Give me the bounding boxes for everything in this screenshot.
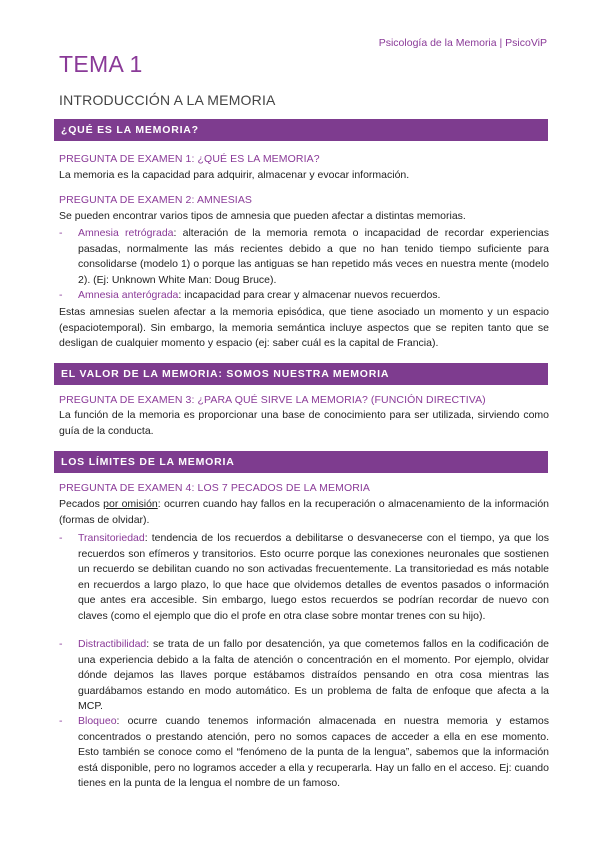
paragraph: La memoria es la capacidad para adquirir, almacenar y evocar información.	[59, 169, 410, 181]
term-definition: : incapacidad para crear y almacenar nuevos recuerdos.	[178, 289, 441, 301]
term-definition: : ocurre cuando tenemos información almacenada en nuestra memoria y estamos concentrados o prestando atención, pero no somos capaces de acceder a ella en ese momento. Esto también se conoce como el “fenómeno de la punta de la lengua”, sabemos que la información está disponible, pero no logramos acceder a ella y recuperarla. Hay un fallo en el acceso. Ej: cuando tienes en la punta de la lengua el nombre de un famoso.	[78, 715, 549, 789]
section-heading-que-es: ¿QUÉ ES LA MEMORIA?	[54, 119, 548, 141]
list-item	[59, 714, 549, 792]
paragraph	[59, 497, 549, 528]
list-item	[59, 637, 549, 715]
bullet-dash: -	[59, 227, 63, 239]
term-amnesia-anterograda: Amnesia anterógrada	[78, 289, 179, 301]
exam-question-1: PREGUNTA DE EXAMEN 1: ¿QUÉ ES LA MEMORIA?	[59, 153, 320, 165]
bullet-dash: -	[59, 289, 63, 301]
exam-question-3: PREGUNTA DE EXAMEN 3: ¿PARA QUÉ SIRVE LA MEMORIA? (FUNCIÓN DIRECTIVA)	[59, 394, 486, 406]
term-bloqueo: Bloqueo	[78, 715, 117, 727]
section-heading-valor: EL VALOR DE LA MEMORIA: SOMOS NUESTRA MEMORIA	[54, 363, 548, 385]
term-definition: : alteración de la memoria remota o incapacidad de recordar experiencias pasadas, normalmente las más recientes debido a que no han tenido tiempo suficiente para consolidarse (modelo 1) o porque las antiguas se han repetido más veces en nuestra mente (modelo 2). (Ej: Unknown White Man: Doug Bruce).	[78, 227, 549, 286]
term-distractibilidad: Distractibilidad	[78, 638, 147, 650]
bullet-dash: -	[59, 715, 63, 727]
list-item	[59, 288, 549, 304]
underlined-term: por omisión	[103, 498, 158, 510]
running-head: Psicología de la Memoria | PsicoViP	[378, 37, 547, 49]
term-definition: : tendencia de los recuerdos a debilitarse o desvanecerse con el tiempo, ya que los recuerdos son efímeros y transitorios. Esto ocurre porque las conexiones neuronales que sostienen un recuerdo se debilitan cuando no son activadas frecuentemente. La transitoriedad es más notable en recuerdos a largo plazo, lo que hace que olvidemos detalles de eventos pasados o información que antes era accesible. Sin embargo, luego estos recuerdos se podrían recordar de nuevo con claves (como el ejemplo que dio el profe en otra clase sobre montar trenes con su hijo).	[78, 532, 549, 622]
exam-question-4: PREGUNTA DE EXAMEN 4: LOS 7 PECADOS DE LA MEMORIA	[59, 482, 371, 494]
section-heading-limites: LOS LÍMITES DE LA MEMORIA	[54, 451, 548, 473]
term-amnesia-retrograda: Amnesia retrógrada	[78, 227, 174, 239]
page-subtitle: INTRODUCCIÓN A LA MEMORIA	[59, 92, 276, 108]
bullet-dash: -	[59, 638, 63, 650]
paragraph: La función de la memoria es proporcionar una base de conocimiento para ser utilizada, sirviendo como guía de la conducta.	[59, 409, 549, 437]
list-item-body	[78, 226, 549, 288]
list-item	[59, 226, 549, 288]
term-transitoriedad: Transitoriedad	[78, 532, 145, 544]
term-definition: : se trata de un fallo por desatención, ya que cometemos fallos en la codificación de una experiencia debido a la falta de atención o concentración en el momento. Por ejemplo, olvidar dónde dejamos las llaves porque estábamos distraídos pensando en otra cosa mientras las guardábamos estando en modo automático. Es un problema de falta de enfoque que afecta a la MCP.	[78, 638, 549, 712]
text-run: Pecados	[59, 498, 104, 510]
paragraph: Estas amnesias suelen afectar a la memoria episódica, que tiene asociado un momento y un espacio (espaciotemporal). Sin embargo, la memoria semántica incluye aspectos que se repiten tanto que se desligan de cualquier momento y espacio (ej: saber cuál es la capital de Francia).	[59, 306, 549, 349]
bullet-dash: -	[59, 532, 63, 544]
paragraph: Se pueden encontrar varios tipos de amnesia que pueden afectar a distintas memorias.	[59, 210, 466, 222]
list-item-body	[78, 637, 549, 715]
list-item-body	[78, 531, 549, 624]
exam-question-2: PREGUNTA DE EXAMEN 2: AMNESIAS	[59, 194, 253, 206]
list-item-body	[78, 714, 549, 792]
list-item-body	[78, 288, 549, 304]
page-title: TEMA 1	[59, 51, 143, 77]
text-run: : ocurren cuando hay fallos en la recuperación o almacenamiento de la información (formas de olvidar).	[59, 498, 550, 526]
list-item	[59, 531, 549, 624]
